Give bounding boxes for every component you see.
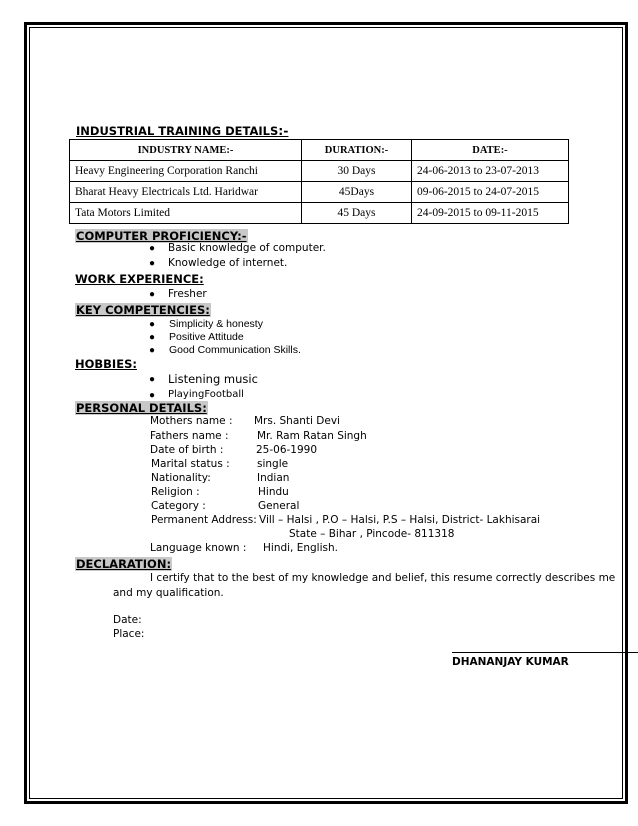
bullet-icon: ● xyxy=(149,319,156,330)
personal-label-language: Language known : xyxy=(150,542,247,554)
table-cell-date: 09-06-2015 to 24-07-2015 xyxy=(412,182,569,203)
list-item: PlayingFootball xyxy=(168,389,244,400)
hobbies-heading: HOBBIES: xyxy=(75,357,137,371)
list-item: Simplicity & honesty xyxy=(169,318,263,330)
list-item: Positive Attitude xyxy=(169,331,244,343)
table-cell-date: 24-09-2015 to 09-11-2015 xyxy=(412,203,569,224)
bullet-icon: ● xyxy=(149,390,156,401)
list-item: Basic knowledge of computer. xyxy=(168,242,326,254)
work-heading: WORK EXPERIENCE: xyxy=(75,272,204,286)
list-item: Good Communication Skills. xyxy=(169,344,301,356)
place-label: Place: xyxy=(113,628,145,640)
personal-label-mother: Mothers name : xyxy=(150,415,233,427)
table-cell-industry: Bharat Heavy Electricals Ltd. Haridwar xyxy=(70,182,302,203)
training-table xyxy=(69,139,569,224)
table-cell-duration: 45 Days xyxy=(302,203,412,224)
personal-label-category: Category : xyxy=(151,500,206,512)
signature-line xyxy=(452,652,638,653)
list-item: Fresher xyxy=(168,288,207,300)
training-heading: INDUSTRIAL TRAINING DETAILS:- xyxy=(76,123,289,138)
personal-value-address: Vill – Halsi , P.O – Halsi, P.S – Halsi, District- Lakhisarai xyxy=(259,514,541,526)
table-row xyxy=(70,161,569,182)
bullet-icon: ● xyxy=(149,345,156,356)
table-row xyxy=(70,203,569,224)
bullet-icon: ● xyxy=(149,243,156,254)
personal-value-religion: Hindu xyxy=(258,486,289,498)
personal-value-father: Mr. Ram Ratan Singh xyxy=(257,430,367,442)
personal-value-marital: single xyxy=(257,458,289,470)
bullet-icon: ● xyxy=(149,374,156,385)
personal-value-address-line2: State – Bihar , Pincode- 811318 xyxy=(289,528,455,540)
personal-label-nationality: Nationality: xyxy=(151,472,211,484)
personal-value-dob: 25-06-1990 xyxy=(256,444,318,456)
bullet-icon: ● xyxy=(149,289,156,300)
personal-value-nationality: Indian xyxy=(257,472,290,484)
competencies-heading: KEY COMPETENCIES: xyxy=(76,303,210,317)
table-header-row xyxy=(70,140,569,161)
bullet-icon: ● xyxy=(149,332,156,343)
personal-value-language: Hindi, English. xyxy=(263,542,338,554)
column-header-duration: DURATION:- xyxy=(302,140,412,161)
declaration-heading: DECLARATION: xyxy=(76,557,172,571)
list-item: Knowledge of internet. xyxy=(168,257,288,269)
table-cell-industry: Tata Motors Limited xyxy=(70,203,302,224)
declaration-text-line1: I certify that to the best of my knowledge and belief, this resume correctly describes me xyxy=(150,572,616,584)
table-cell-duration: 30 Days xyxy=(302,161,412,182)
personal-label-religion: Religion : xyxy=(151,486,200,498)
personal-label-address: Permanent Address: xyxy=(151,514,257,526)
table-cell-date: 24-06-2013 to 23-07-2013 xyxy=(412,161,569,182)
declaration-text-line2: and my qualification. xyxy=(113,587,224,599)
computer-heading: COMPUTER PROFICIENCY:- xyxy=(76,229,247,243)
table-cell-industry: Heavy Engineering Corporation Ranchi xyxy=(70,161,302,182)
personal-value-mother: Mrs. Shanti Devi xyxy=(254,415,340,427)
personal-label-father: Fathers name : xyxy=(150,430,229,442)
signature-name: DHANANJAY KUMAR xyxy=(452,656,569,668)
table-row xyxy=(70,182,569,203)
list-item: Listening music xyxy=(168,372,258,386)
bullet-icon: ● xyxy=(149,258,156,269)
personal-label-dob: Date of birth : xyxy=(150,444,224,456)
personal-value-category: General xyxy=(258,500,300,512)
column-header-industry: INDUSTRY NAME:- xyxy=(70,140,302,161)
table-cell-duration: 45Days xyxy=(302,182,412,203)
personal-label-marital: Marital status : xyxy=(151,458,230,470)
personal-heading: PERSONAL DETAILS: xyxy=(76,401,207,415)
column-header-date: DATE:- xyxy=(412,140,569,161)
date-label: Date: xyxy=(113,614,142,626)
